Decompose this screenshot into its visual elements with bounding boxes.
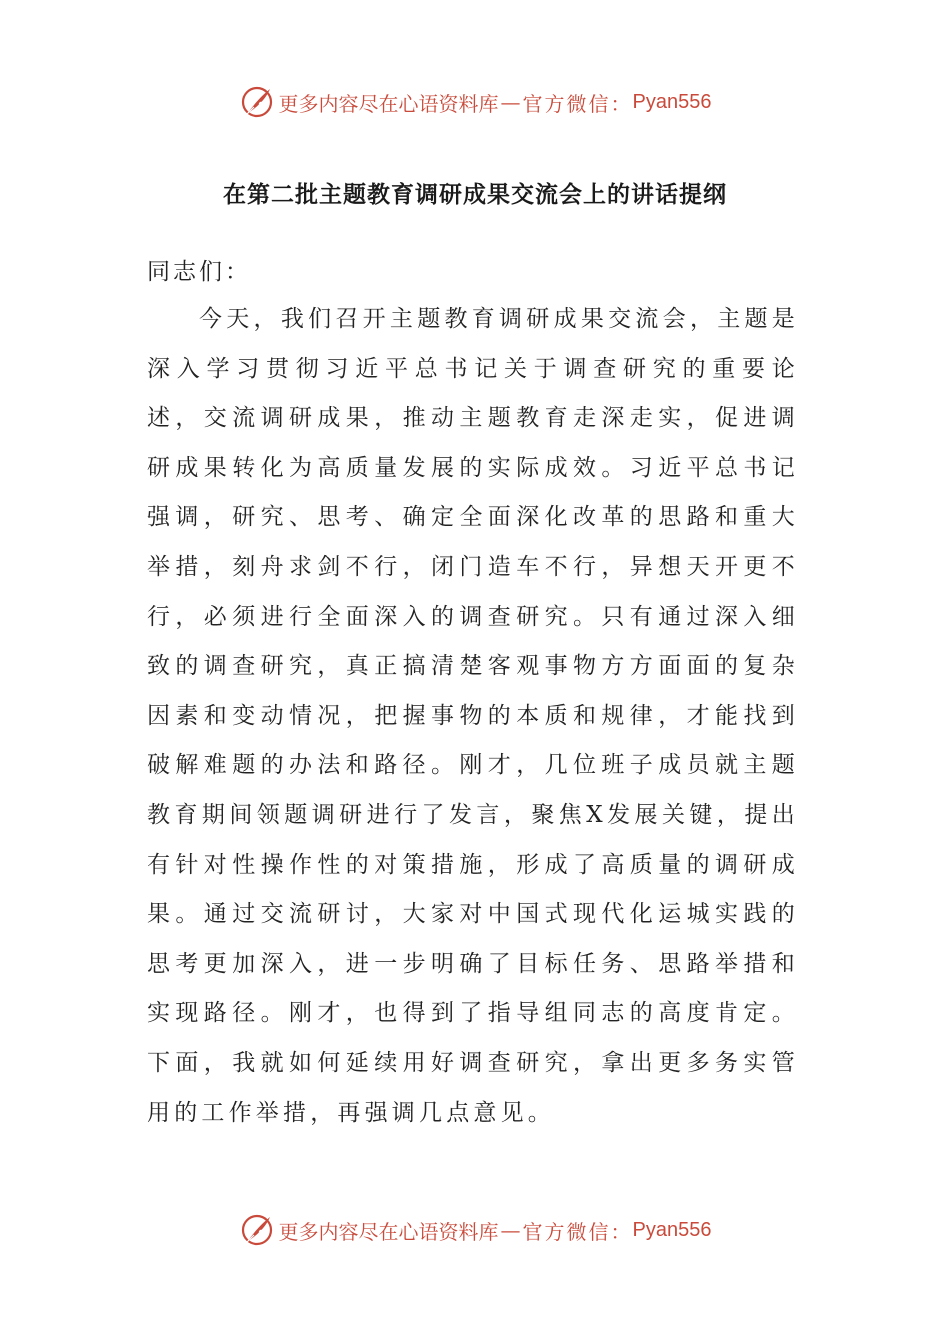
header-banner (0, 82, 950, 122)
banner-wechat-label: 官方微信： (522, 1219, 633, 1244)
banner-wechat-label: 官方微信： (522, 91, 633, 116)
quill-pen-icon (239, 84, 275, 120)
document-salutation: 同志们： (147, 259, 251, 285)
document-paragraph: 今天，我们召开主题教育调研成果交流会，主题是深入学习贯彻习近平总书记关于调查研究的重要论述，交流调研成果，推动主题教育走深走实，促进调研成果转化为高质量发展的实际成效。习近平总书记强调，研究、思考、确定全面深化改革的思路和重大举措，刻舟求剑不行，闭门造车不行，异想天开更不行，必须进行全面深入的调查研究。只有通过深入细致的调查研究，真正搞清楚客观事物方方面面的复杂因素和变动情况，把握事物的本质和规律，才能找到破解难题的办法和路径。刚才，几位班子成员就主题教育期间领题调研进行了发言，聚焦X发展关键，提出有针对性操作性的对策措施，形成了高质量的调研成果。通过交流研讨，大家对中国式现代化运城实践的思考更加深入，进一步明确了目标任务、思路举措和实现路径。刚才，也得到了指导组同志的高度肯定。下面，我就如何延续用好调查研究，拿出更多务实管用的工作举措，再强调几点意见。 (147, 306, 799, 1126)
quill-pen-icon (239, 1212, 275, 1248)
banner-brand-text: 更多内容尽在心语资料库 (278, 1219, 499, 1244)
banner-wechat-id: Pyan556 (632, 1218, 712, 1241)
footer-banner (0, 1210, 950, 1250)
banner-separator: — (500, 90, 521, 114)
document-title: 在第二批主题教育调研成果交流会上的讲话提纲 (223, 182, 727, 208)
banner-separator: — (500, 1218, 521, 1242)
banner-brand-text: 更多内容尽在心语资料库 (278, 91, 499, 116)
banner-wechat-id: Pyan556 (632, 90, 712, 113)
